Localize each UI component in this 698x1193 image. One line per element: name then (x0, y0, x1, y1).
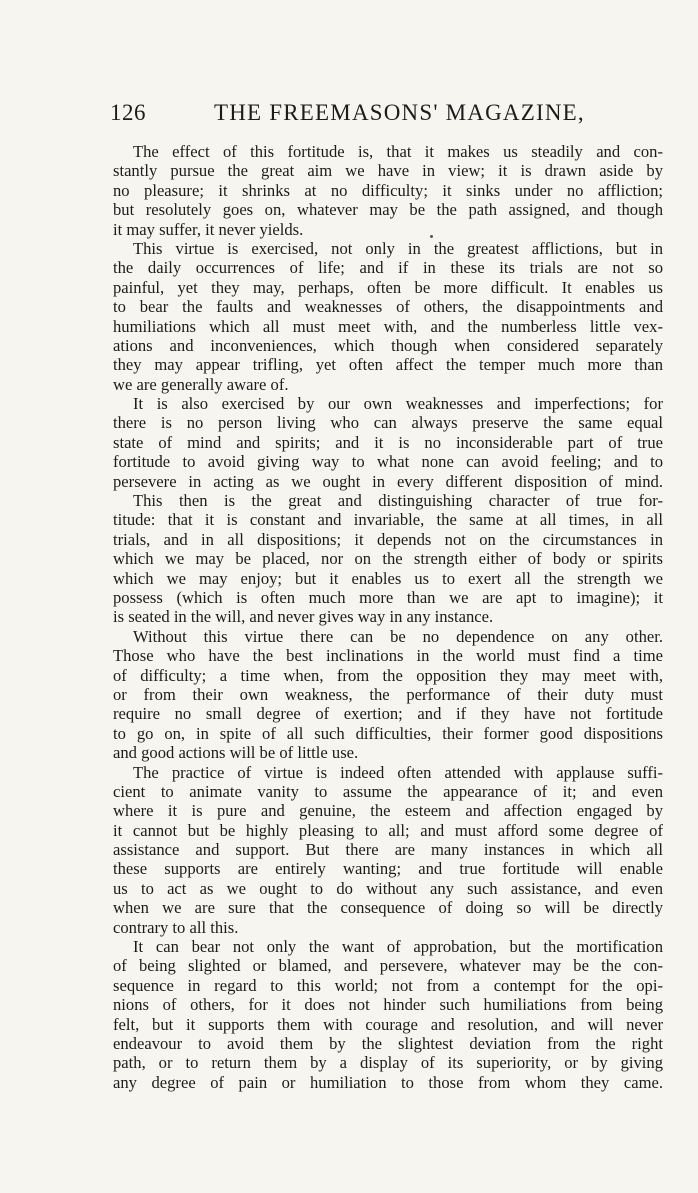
text-line: trials, and in all dispositions; it depends not on the circumstances in (113, 529, 663, 549)
text-line: fortitude to avoid giving way to what none can avoid feeling; and to (113, 452, 663, 472)
text-line: ations and inconveniences, which though when considered separately (113, 335, 663, 355)
text-line: where it is pure and genuine, the esteem and affection engaged by (113, 801, 663, 821)
text-line: nions of others, for it does not hinder such humiliations from being (113, 995, 663, 1015)
text-line: is seated in the will, and never gives way in any instance. (113, 607, 494, 627)
text-line: or from their own weakness, the performance of their duty must (113, 684, 663, 704)
text-line: they may appear trifling, yet often affect the temper much more than (113, 355, 663, 375)
text-line: stantly pursue the great aim we have in view; it is drawn aside by (113, 161, 663, 181)
text-line: This then is the great and distinguishing character of true for- (133, 491, 663, 511)
text-line: state of mind and spirits; and it is no inconsiderable part of true (113, 432, 663, 452)
text-line: but resolutely goes on, whatever may be the path assigned, and though (113, 200, 663, 220)
text-line: This virtue is exercised, not only in the greatest afflictions, but in (133, 238, 663, 258)
page-number: 126 (110, 100, 146, 125)
text-line: of difficulty; a time when, from the opposition they may meet with, (113, 665, 663, 685)
text-line: It can bear not only the want of approbation, but the mortification (133, 937, 663, 957)
text-line: persevere in acting as we ought in every different disposition of mind. (113, 471, 663, 491)
text-line: there is no person living who can always preserve the same equal (113, 413, 663, 433)
text-line: possess (which is often much more than we are apt to imagine); it (113, 587, 663, 607)
text-line: painful, yet they may, perhaps, often be more difficult. It enables us (113, 277, 663, 297)
text-line: Those who have the best inclinations in the world must find a time (113, 646, 663, 666)
text-line: humiliations which all must meet with, and the numberless little vex- (113, 316, 663, 336)
text-line: it cannot but be highly pleasing to all; and must afford some degree of (113, 820, 663, 840)
text-line: which we may be placed, nor on the strength either of body or spirits (113, 549, 663, 569)
text-line: when we are sure that the consequence of doing so will be directly (113, 898, 663, 918)
text-line: Without this virtue there can be no dependence on any other. (133, 626, 663, 646)
text-line: require no small degree of exertion; and if they have not fortitude (113, 704, 663, 724)
text-line: sequence in regard to this world; not from a contempt for the opi- (113, 975, 663, 995)
text-line: us to act as we ought to do without any such assistance, and even (113, 878, 663, 898)
text-line: The practice of virtue is indeed often attended with applause suffi- (133, 762, 663, 782)
text-line: which we may enjoy; but it enables us to exert all the strength we (113, 568, 663, 588)
ink-speck (430, 235, 433, 238)
text-line: endeavour to avoid them by the slightest deviation from the right (113, 1033, 663, 1053)
text-line: It is also exercised by our own weaknesses and imperfections; for (133, 394, 663, 414)
text-line: the daily occurrences of life; and if in these its trials are not so (113, 258, 663, 278)
text-line: path, or to return them by a display of its superiority, or by giving (113, 1053, 663, 1073)
text-line: these supports are entirely wanting; and true fortitude will enable (113, 859, 663, 879)
text-line: it may suffer, it never yields. (113, 219, 304, 239)
text-line: contrary to all this. (113, 917, 239, 937)
running-title: THE FREEMASONS' MAGAZINE, (214, 100, 585, 125)
text-line: to go on, in spite of all such difficulties, their former good dispositions (113, 723, 663, 743)
text-line: titude: that it is constant and invariable, the same at all times, in all (113, 510, 663, 530)
article-body (113, 142, 663, 1092)
text-line: we are generally aware of. (113, 374, 289, 394)
text-line: and good actions will be of little use. (113, 743, 359, 763)
text-line: assistance and support. But there are many instances in which all (113, 840, 663, 860)
text-line: no pleasure; it shrinks at no difficulty; it sinks under no affliction; (113, 180, 663, 200)
text-line: cient to animate vanity to assume the appearance of it; and even (113, 781, 663, 801)
text-line: felt, but it supports them with courage and resolution, and will never (113, 1014, 663, 1034)
text-line: to bear the faults and weaknesses of others, the disappointments and (113, 297, 663, 317)
text-line: any degree of pain or humiliation to those from whom they came. (113, 1072, 663, 1092)
text-line: of being slighted or blamed, and persevere, whatever may be the con- (113, 956, 663, 976)
text-line: The effect of this fortitude is, that it makes us steadily and con- (133, 142, 663, 161)
